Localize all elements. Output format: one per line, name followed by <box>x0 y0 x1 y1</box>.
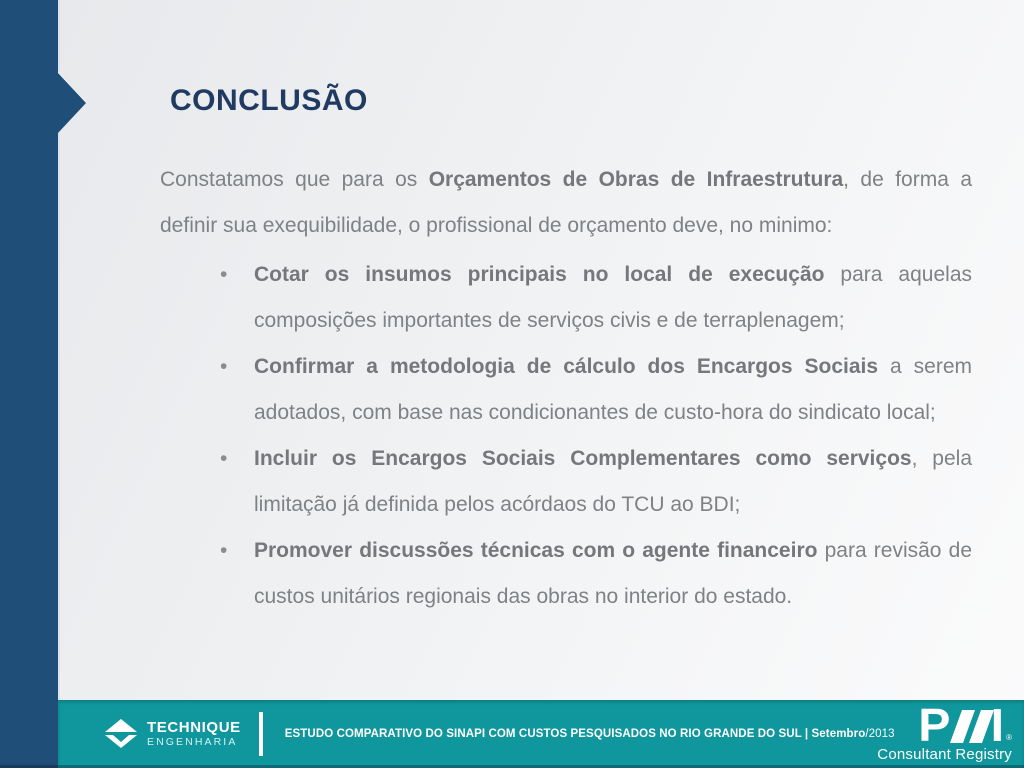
footer-caption-bold: ESTUDO COMPARATIVO DO SINAPI COM CUSTOS PESQUISADOS NO RIO GRANDE DO SUL | Setembro <box>284 728 866 740</box>
bullet-4-bold: Promover discussões técnicas com o agente financeiro <box>254 539 818 562</box>
pmi-logo <box>877 699 1012 763</box>
technique-logo <box>104 718 241 750</box>
slide-title: CONCLUSÃO <box>170 84 368 117</box>
pmi-letter-i: I <box>990 699 1005 751</box>
intro-text-pre: Constatamos que para os <box>160 168 429 191</box>
bullet-2-rest: a serem adotados, com base nas condicionantes de custo-hora do sindicato local; <box>254 355 972 424</box>
pmi-letter-p: P <box>917 699 951 751</box>
technique-diamond-icon <box>104 718 138 750</box>
bullet-item-3 <box>218 436 972 528</box>
pmi-letters <box>917 699 1012 751</box>
diamond-top-shape <box>105 719 137 732</box>
bullet-item-4 <box>218 528 972 620</box>
bullet-1-rest: para aquelas composições importantes de serviços civis e de terraplenagem; <box>254 263 972 332</box>
slide-body <box>160 157 972 620</box>
diamond-arrow-shape <box>113 735 129 742</box>
bullet-item-1 <box>218 252 972 344</box>
intro-text-bold: Orçamentos de Obras de Infraestrutura <box>428 168 844 191</box>
bullet-item-2 <box>218 344 972 436</box>
technique-logo-text <box>147 720 241 748</box>
technique-name: TECHNIQUE <box>147 719 241 736</box>
left-accent-bar <box>0 0 60 768</box>
footer-caption-year: /2013 <box>865 728 895 740</box>
pmi-registered-mark: ® <box>1006 733 1012 742</box>
technique-subtitle: ENGENHARIA <box>147 736 238 748</box>
bullet-3-bold: Incluir os Encargos Sociais Complementares como serviços <box>254 447 912 470</box>
bullet-4-rest: para revisão de custos unitários regionais das obras no interior do estado. <box>254 539 972 608</box>
footer-caption <box>285 728 895 740</box>
intro-paragraph <box>160 157 972 249</box>
pmi-tagline: Consultant Registry <box>877 746 1012 763</box>
left-arrow-marker-icon <box>58 73 86 133</box>
bullet-1-bold: Cotar os insumos principais no local de execução <box>254 263 825 286</box>
intro-text-post: , de forma a definir sua exequibilidade, o profissional de orçamento deve, no minimo: <box>160 168 972 237</box>
footer-bar <box>58 700 1024 768</box>
bullet-3-rest: , pela limitação já definida pelos acórdaos do TCU ao BDI; <box>254 447 972 516</box>
footer-divider <box>259 712 263 756</box>
bullet-list <box>218 252 972 620</box>
bullet-2-bold: Confirmar a metodologia de cálculo dos Encargos Sociais <box>254 355 879 378</box>
